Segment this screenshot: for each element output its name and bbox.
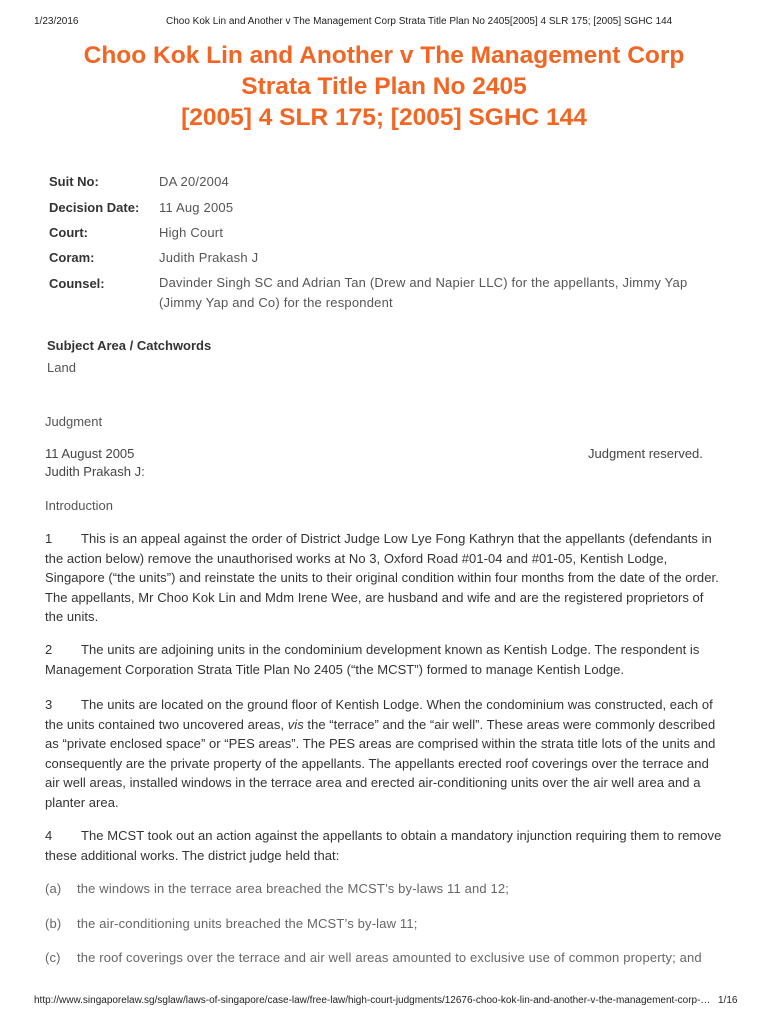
introduction-heading: Introduction (45, 498, 113, 513)
list-item-b (45, 916, 725, 931)
court-label: Court: (49, 225, 88, 240)
counsel-label: Counsel: (49, 276, 105, 291)
print-date: 1/23/2016 (34, 16, 79, 27)
paragraph-text: The units are located on the ground floor of Kentish Lodge. When the condominium was constructed, each of the units contained two uncovered areas, (45, 697, 713, 732)
page-title (20, 40, 748, 133)
paragraph-text: The MCST took out an action against the appellants to obtain a mandatory injunction requiring them to remove these additional works. The district judge held that: (45, 828, 722, 863)
paragraph-number: 1 (45, 531, 53, 546)
paragraph-text-cont: the “terrace” and the “air well”. These areas were commonly described as “private enclosed space” or “PES areas”. The PES areas are comprised within the strata title lots of the units and consequently are the private property of the appellants. The appellants erected roof coverings over the terrace and air well areas, installed windows in the terrace area and erected air-conditioning units over the air well area and a planter area. (45, 716, 716, 810)
counsel-value: Davinder Singh SC and Adrian Tan (Drew and Napier LLC) for the appellants, Jimmy Yap (Jimmy Yap and Co) for the respondent (159, 275, 688, 310)
title-line-2: Strata Title Plan No 2405 (241, 73, 527, 100)
list-item-text: the windows in the terrace area breached the MCST’s by-laws 11 and 12; (77, 881, 510, 896)
list-item-a (45, 881, 725, 896)
paragraph-number: 2 (45, 642, 53, 657)
list-item-text: the air-conditioning units breached the MCST’s by-law 11; (77, 916, 418, 931)
paragraph-number: 3 (45, 697, 53, 712)
list-item-text: the roof coverings over the terrace and air well areas amounted to exclusive use of common property; and (77, 950, 702, 965)
decision-date-label: Decision Date: (49, 200, 140, 215)
coram-label: Coram: (49, 250, 95, 265)
paragraph-text: The units are adjoining units in the condominium development known as Kentish Lodge. The respondent is Management Corporation Strata Title Plan No 2405 (“the MCST”) formed to manage Kentish Lodge. (45, 642, 700, 677)
list-item-label: (b) (45, 916, 62, 931)
paragraph-2 (45, 640, 725, 679)
list-item-label: (a) (45, 881, 62, 896)
suit-no-label: Suit No: (49, 174, 99, 189)
judge-name: Judith Prakash J: (45, 464, 145, 479)
judgment-date: 11 August 2005 (45, 446, 135, 461)
list-item-label: (c) (45, 950, 61, 965)
page-number: 1/16 (718, 995, 738, 1006)
vis-italic: vis (287, 716, 304, 732)
decision-date-value: 11 Aug 2005 (159, 200, 234, 215)
paragraph-text: This is an appeal against the order of District Judge Low Lye Fong Kathryn that the appellants (defendants in the action below) remove the unauthorised works at No 3, Oxford Road #01-04 and #01-05, Kentish Lodge, Singapore (“the units”) and reinstate the units to their original condition within four months from the date of the order. The appellants, Mr Choo Kok Lin and Mdm Irene Wee, are husband and wife and are the registered proprietors of the units. (45, 531, 719, 624)
paragraph-1 (45, 529, 725, 627)
paragraph-4 (45, 826, 725, 865)
suit-no-value: DA 20/2004 (159, 174, 229, 189)
judgment-reserved: Judgment reserved. (588, 446, 703, 461)
subject-area-heading: Subject Area / Catchwords (47, 338, 212, 353)
coram-value: Judith Prakash J (159, 250, 259, 265)
print-header-title: Choo Kok Lin and Another v The Management Corp Strata Title Plan No 2405[2005] 4 SLR 175; [2005] SGHC 144 (166, 16, 673, 27)
title-line-1: Choo Kok Lin and Another v The Management Corp (83, 42, 685, 69)
title-line-3: [2005] 4 SLR 175; [2005] SGHC 144 (181, 104, 587, 131)
judgment-heading: Judgment (45, 414, 103, 429)
list-item-c (45, 950, 725, 965)
subject-area-value: Land (47, 360, 76, 375)
court-value: High Court (159, 225, 224, 240)
paragraph-3 (45, 695, 725, 812)
paragraph-number: 4 (45, 828, 53, 843)
print-footer-url: http://www.singaporelaw.sg/sglaw/laws-of-singapore/case-law/free-law/high-court-judgments/12676-choo-kok-lin-and-another-v-the-management-corp-… (34, 995, 711, 1006)
